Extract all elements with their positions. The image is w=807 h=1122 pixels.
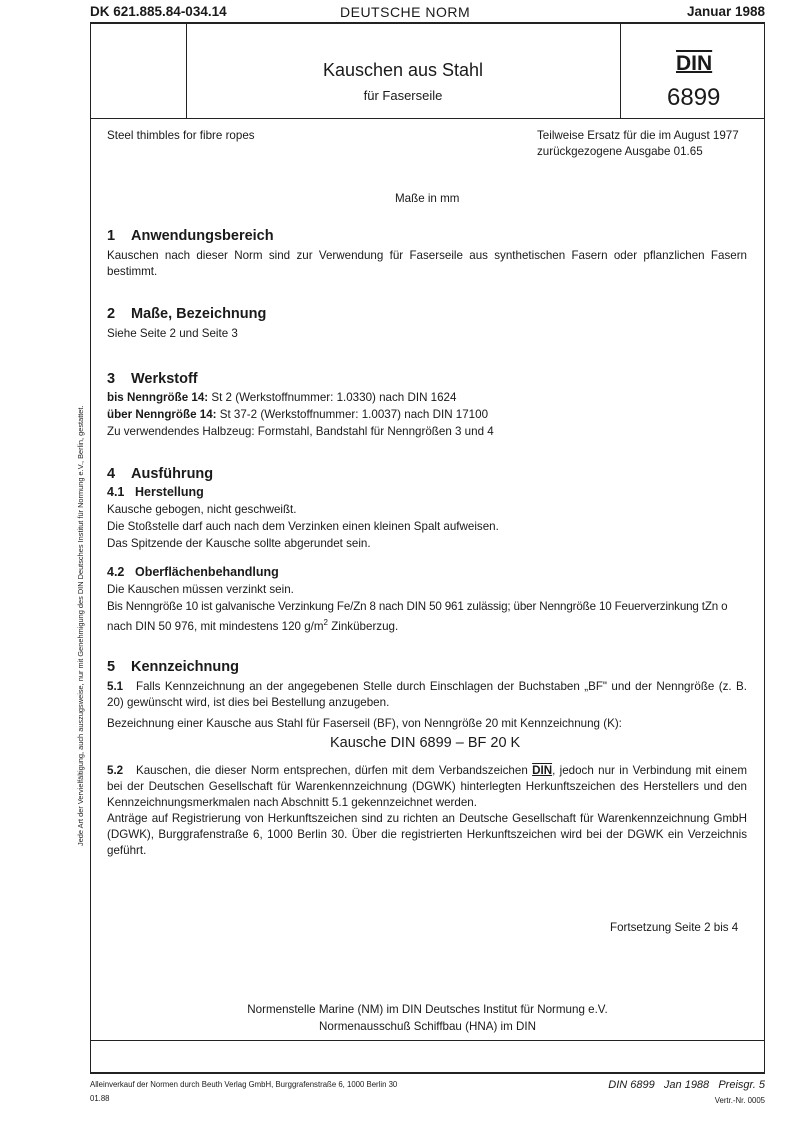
section-5-1-paragraph bbox=[107, 679, 747, 711]
committee-line-2: Normenausschuß Schiffbau (HNA) im DIN bbox=[319, 1020, 536, 1033]
replacement-note-line-2: zurückgezogene Ausgabe 01.65 bbox=[537, 145, 703, 158]
zinc-text-a: nach DIN 50 976, mit mindestens 120 g/m bbox=[107, 619, 324, 633]
copyright-side-note: Jede Art der Vervielfältigung, auch auszugsweise, nur mit Genehmigung des DIN Deutsches Institut für Normung e.V., Berlin, gestattet. bbox=[76, 405, 85, 846]
norm-label: DEUTSCHE NORM bbox=[340, 4, 471, 20]
material-line-1 bbox=[107, 390, 456, 406]
section-1-heading bbox=[107, 228, 274, 244]
din-number: 6899 bbox=[667, 84, 721, 111]
zinc-text-b: Zinküberzug. bbox=[327, 619, 399, 633]
section-4-1-line-2: Die Stoßstelle darf auch nach dem Verzinken einen kleinen Spalt aufweisen. bbox=[107, 520, 499, 533]
footer-code: 01.88 bbox=[90, 1094, 110, 1103]
section-2-title: Maße, Bezeichnung bbox=[131, 306, 267, 322]
zinc-text-sup: 2 bbox=[323, 618, 328, 627]
material-line-3: Zu verwendendes Halbzeug: Formstahl, Bandstahl für Nenngrößen 3 und 4 bbox=[107, 425, 494, 438]
committee-line-1: Normenstelle Marine (NM) im DIN Deutsches Institut für Normung e.V. bbox=[247, 1003, 608, 1016]
section-4-number: 4 bbox=[107, 466, 116, 482]
replacement-note-line-1: Teilweise Ersatz für die im August 1977 bbox=[537, 129, 739, 142]
section-4-2-heading bbox=[107, 565, 279, 579]
section-4-1-line-3: Das Spitzende der Kausche sollte abgerundet sein. bbox=[107, 537, 371, 550]
section-3-title: Werkstoff bbox=[131, 371, 198, 387]
title-right-divider bbox=[620, 23, 621, 119]
section-2-text: Siehe Seite 2 und Seite 3 bbox=[107, 327, 238, 340]
section-4-1-number: 4.1 bbox=[107, 485, 125, 499]
section-5-heading bbox=[107, 659, 239, 675]
section-5-title: Kennzeichnung bbox=[131, 659, 239, 675]
units-note: Maße in mm bbox=[395, 192, 460, 205]
section-4-2-number: 4.2 bbox=[107, 565, 125, 579]
vertr-number: Vertr.-Nr. 0005 bbox=[714, 1096, 765, 1105]
section-5-number: 5 bbox=[107, 659, 116, 675]
section-4-heading bbox=[107, 466, 213, 482]
section-5-2-text-a: Kauschen, die dieser Norm entsprechen, dürfen mit dem Verbandszeichen bbox=[136, 764, 533, 777]
section-5-2-text-b: , jedoch nur in Verbindung mit einem bei der Deutschen Gesellschaft für Warenkennzeichnung (DGWK) hinterlegten Herkunftszeichen des Herstellers und den Kennzeichnungsmerkmalen nach Abschnitt 5.1 gekennzeichnet werden. bbox=[107, 764, 747, 809]
dk-number: DK 621.885.84-034.14 bbox=[90, 4, 227, 19]
material-line-2 bbox=[107, 407, 488, 423]
section-3-heading bbox=[107, 371, 198, 387]
section-5-1-text: Falls Kennzeichnung an der angegebenen Stelle durch Einschlagen der Buchstaben „BF" und der Nenngröße (z. B. 20) gewünscht wird, ist dies bei Bestellung anzugeben. bbox=[107, 680, 747, 709]
english-title: Steel thimbles for fibre ropes bbox=[107, 129, 255, 142]
section-4-2-title: Oberflächenbehandlung bbox=[135, 565, 279, 579]
issue-date: Januar 1988 bbox=[686, 4, 765, 19]
section-5-1-number: 5.1 bbox=[107, 680, 124, 693]
section-4-1-line-1: Kausche gebogen, nicht geschweißt. bbox=[107, 503, 297, 516]
section-4-1-title: Herstellung bbox=[135, 485, 204, 499]
document-title: Kauschen aus Stahl bbox=[322, 60, 484, 80]
section-5-2-paragraph bbox=[107, 763, 747, 811]
din-mark-inline: DIN bbox=[532, 764, 553, 777]
section-4-2-line-1: Die Kauschen müssen verzinkt sein. bbox=[107, 583, 294, 596]
header-top-rule bbox=[90, 22, 765, 24]
material-line-2-text: St 37-2 (Werkstoffnummer: 1.0037) nach DIN 17100 bbox=[216, 408, 489, 421]
section-1-text: Kauschen nach dieser Norm sind zur Verwendung für Faserseile aus synthetischen Fasern oder pflanzlichen Fasern bestimmt. bbox=[107, 249, 747, 278]
footer-din-reference: DIN 6899 Jan 1988 Preisgr. 5 bbox=[608, 1079, 765, 1091]
section-5-2-number: 5.2 bbox=[107, 764, 124, 777]
bottom-box-top-rule bbox=[90, 1040, 765, 1041]
bottom-box-bottom-rule bbox=[90, 1072, 765, 1074]
title-bottom-rule bbox=[90, 118, 765, 119]
section-4-2-line-2: Bis Nenngröße 10 ist galvanische Verzinkung Fe/Zn 8 nach DIN 50 961 zulässig; über Nenngröße 10 Feuerverzinkung tZn o bbox=[107, 600, 728, 613]
section-3-number: 3 bbox=[107, 371, 116, 387]
din-logo: DIN bbox=[676, 52, 713, 75]
designation-example: Kausche DIN 6899 – BF 20 K bbox=[330, 735, 521, 751]
sales-note: Alleinverkauf der Normen durch Beuth Verlag GmbH, Burggrafenstraße 6, 1000 Berlin 30 bbox=[90, 1080, 398, 1089]
section-4-title: Ausführung bbox=[131, 466, 214, 482]
section-4-2-line-3 bbox=[107, 615, 398, 635]
section-1-number: 1 bbox=[107, 228, 116, 244]
frame-right-border bbox=[764, 23, 765, 1073]
material-line-1-text: St 2 (Werkstoffnummer: 1.0330) nach DIN 1624 bbox=[208, 391, 457, 404]
continuation-note: Fortsetzung Seite 2 bis 4 bbox=[610, 921, 739, 934]
frame-left-border bbox=[90, 23, 91, 1073]
title-left-divider bbox=[186, 23, 187, 119]
section-2-number: 2 bbox=[107, 306, 116, 322]
material-line-1-label: bis Nenngröße 14: bbox=[107, 391, 209, 404]
section-1-title: Anwendungsbereich bbox=[131, 228, 274, 244]
section-4-1-heading bbox=[107, 485, 204, 499]
section-5-2-registration: Anträge auf Registrierung von Herkunftszeichen sind zu richten an Deutsche Gesellschaft für Warenkennzeichnung GmbH (DGWK), Burggrafenstraße 6, 1000 Berlin 30. Über die registrierten Herkunftszeichen wird bei der DGWK ein Verzeichnis geführt. bbox=[107, 812, 747, 857]
section-2-heading bbox=[107, 306, 266, 322]
document-subtitle: für Faserseile bbox=[363, 88, 443, 103]
designation-intro: Bezeichnung einer Kausche aus Stahl für Faserseil (BF), von Nenngröße 20 mit Kennzeichnung (K): bbox=[107, 717, 622, 730]
material-line-2-label: über Nenngröße 14: bbox=[107, 408, 217, 421]
